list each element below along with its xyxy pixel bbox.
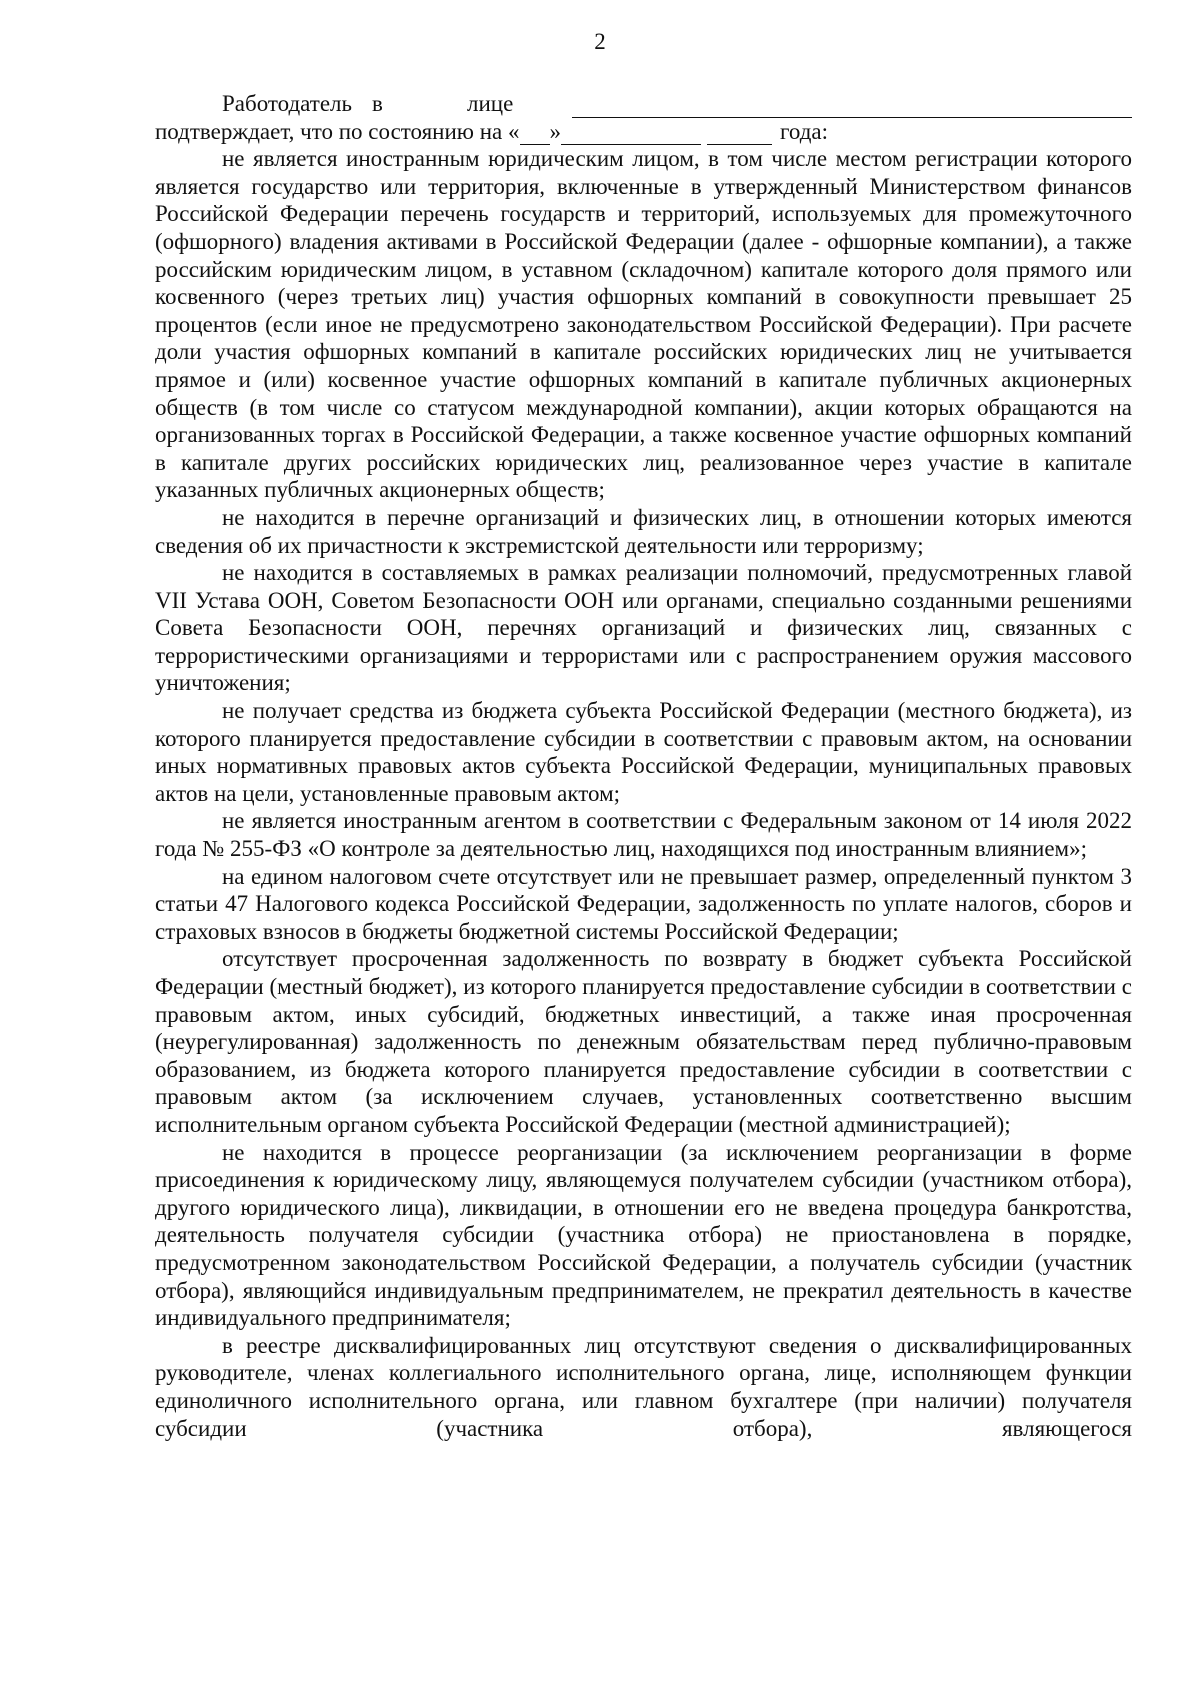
face-word: лице [467, 91, 514, 116]
paragraph-budget-funds: не получает средства из бюджета субъекта Российской Федерации (местного бюджета), из которого планируется предоставление субсидии в соответствии с правовым актом, на основании иных нормативных правовых актов субъекта Российской Федерации, муниципальных правовых актов на цели, установленные правовым актом; [155, 698, 1132, 806]
day-blank-field[interactable] [520, 124, 550, 145]
page-number: 2 [594, 29, 606, 54]
paragraph-extremism-list: не находится в перечне организаций и физических лиц, в отношении которых имеются сведения об их причастности к экстремистской деятельности или терроризму; [155, 504, 1132, 558]
paragraph-overdue-debt: отсутствует просроченная задолженность по возврату в бюджет субъекта Российской Федерации (местный бюджет), из которого планируется предоставление субсидии в соответствии с правовым актом, иных субсидий, бюджетных инвестиций, а также иная просроченная (неурегулированная) задолженность по денежным обязательствам перед публично-правовым образованием, из бюджета которого планируется предоставление субсидии в соответствии с правовым актом (за исключением случаев, установленных соответственно высшим исполнительным органом субъекта Российской Федерации (местной администрацией); [155, 946, 1132, 1137]
paragraph-reorganization: не находится в процессе реорганизации (за исключением реорганизации в форме присоединения к юридическому лицу, являющемуся получателем субсидии (участником отбора), другого юридического лица), ликвидации, в отношении его не введена процедура банкротства, деятельность получателя субсидии (участника отбора) не приостановлена в порядке, предусмотренном законодательством Российской Федерации, а получатель субсидии (участник отбора), являющийся индивидуальным предпринимателем, не прекратил деятельность в качестве индивидуального предпринимателя; [155, 1139, 1132, 1331]
paragraph-tax-account: на едином налоговом счете отсутствует или не превышает размер, определенный пунктом 3 статьи 47 Налогового кодекса Российской Федерации, задолженность по уплате налогов, сборов и страховых взносов в бюджеты бюджетной системы Российской Федерации; [155, 863, 1132, 944]
representative-blank-field[interactable] [572, 97, 1132, 118]
quote-close: » [549, 118, 561, 144]
employer-line [155, 90, 1132, 118]
year-word: года: [780, 118, 828, 144]
paragraph-foreign-agent: не является иностранным агентом в соответствии с Федеральным законом от 14 июля 2022 года № 255-ФЗ «О контроле за деятельностью лиц, находящихся под иностранным влиянием»; [155, 808, 1132, 862]
document-body [155, 90, 1132, 1442]
date-line [155, 118, 1132, 146]
employer-word: Работодатель [222, 91, 353, 116]
paragraph-offshore: не является иностранным юридическим лицом, в том числе местом регистрации которого является государство или территория, включенные в утвержденный Министерством финансов Российской Федерации перечень государств и территорий, используемых для промежуточного (офшорного) владения активами в Российской Федерации (далее - офшорные компании), а также российским юридическим лицом, в уставном (складочном) капитале которого доля прямого или косвенного (через третьих лиц) участия офшорных компаний в совокупности превышает 25 процентов (если иное не предусмотрено законодательством Российской Федерации). При расчете доли участия офшорных компаний в капитале российских юридических лиц не учитывается прямое и (или) косвенное участие офшорных компаний в капитале публичных акционерных обществ (в том числе со статусом международной компании), акции которых обращаются на организованных торгах в Российской Федерации, а также косвенное участие офшорных компаний в капитале других российских юридических лиц, реализованное через участие в капитале указанных публичных акционерных обществ; [155, 146, 1132, 503]
paragraph-un-lists: не находится в составляемых в рамках реализации полномочий, предусмотренных главой VII Устава ООН, Советом Безопасности ООН или органами, специально созданными решениями Совета Безопасности ООН, перечнях организаций и физических лиц, связанных с террористическими организациями и террористами или с распространением оружия массового уничтожения; [155, 560, 1132, 696]
year-blank-field[interactable] [707, 124, 772, 145]
preposition-in: в [372, 91, 383, 116]
confirms-text: подтверждает, что по состоянию на « [155, 118, 520, 144]
month-blank-field[interactable] [561, 124, 701, 145]
paragraph-disqualified-registry: в реестре дисквалифицированных лиц отсутствуют сведения о дисквалифицированных руководителе, членах коллегиального исполнительного органа, лице, исполняющем функции единоличного исполнительного органа, или главном бухгалтере (при наличии) получателя субсидии (участника отбора), являющегося [155, 1332, 1132, 1441]
